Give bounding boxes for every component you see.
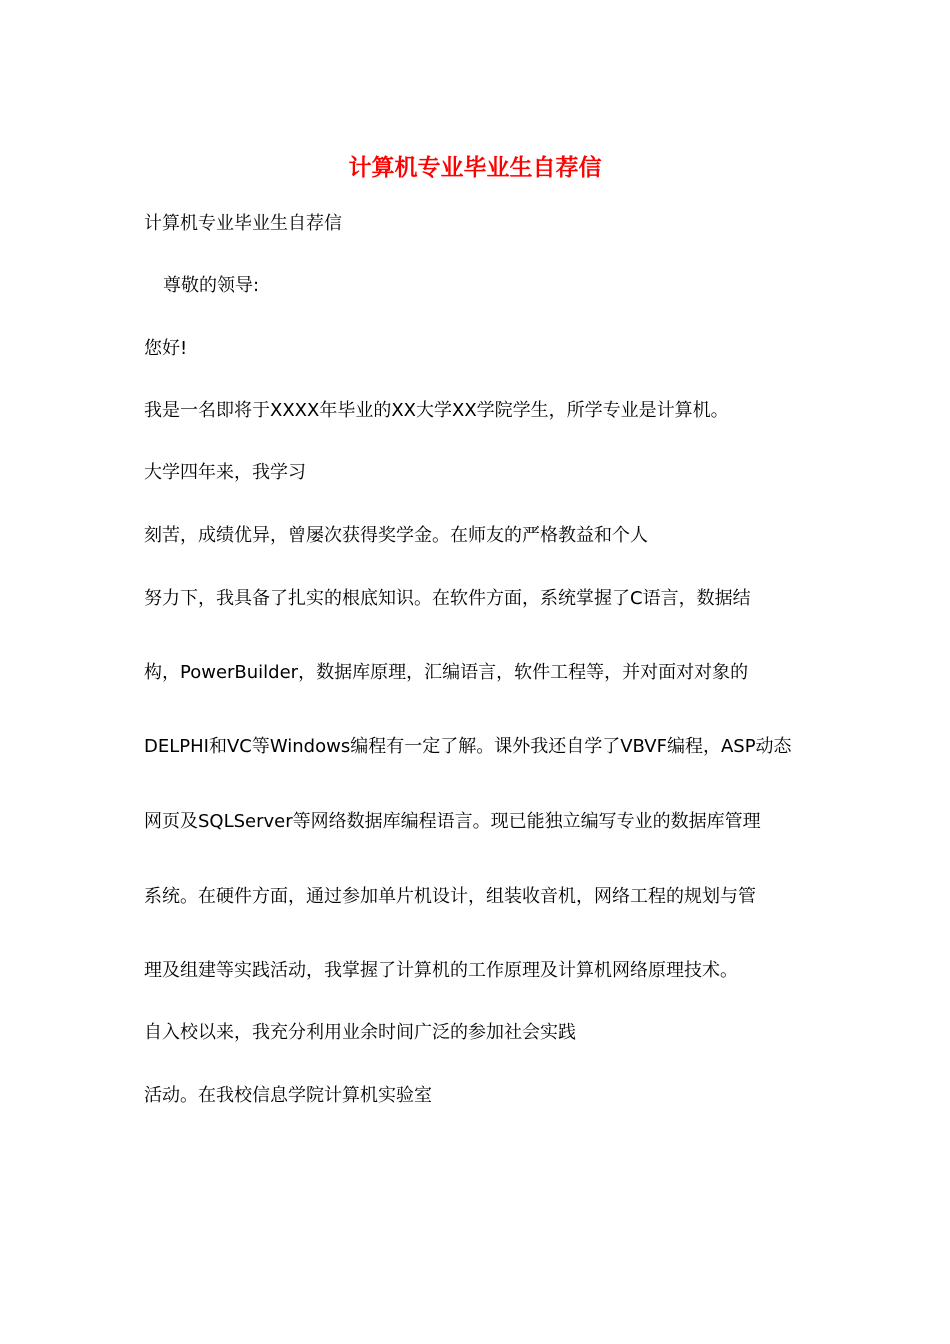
- body-line-salutation: 尊敬的领导:: [163, 275, 260, 296]
- body-line: 刻苦，成绩优异，曾屡次获得奖学金。在师友的严格教益和个人: [144, 525, 648, 546]
- body-line: 努力下，我具备了扎实的根底知识。在软件方面，系统掌握了C语言，数据结: [144, 588, 751, 609]
- body-line-subtitle: 计算机专业毕业生自荐信: [144, 213, 342, 234]
- body-line-greeting: 您好!: [144, 338, 188, 359]
- body-line: 网页及SQLServer等网络数据库编程语言。现已能独立编写专业的数据库管理: [144, 811, 761, 832]
- body-line: 理及组建等实践活动，我掌握了计算机的工作原理及计算机网络原理技术。: [144, 960, 738, 981]
- body-line: 自入校以来，我充分利用业余时间广泛的参加社会实践: [144, 1022, 576, 1043]
- body-line: 我是一名即将于XXXX年毕业的XX大学XX学院学生，所学专业是计算机。: [144, 400, 729, 421]
- body-line: 大学四年来，我学习: [144, 462, 306, 483]
- document-title: 计算机专业毕业生自荐信: [348, 154, 602, 181]
- body-line: 活动。在我校信息学院计算机实验室: [144, 1085, 432, 1106]
- body-line: 系统。在硬件方面，通过参加单片机设计，组装收音机，网络工程的规划与管: [144, 886, 756, 907]
- body-line: DELPHI和VC等Windows编程有一定了解。课外我还自学了VBVF编程，ASP动态: [144, 736, 792, 757]
- body-line: 构，PowerBuilder，数据库原理，汇编语言，软件工程等，并对面对对象的: [144, 662, 749, 683]
